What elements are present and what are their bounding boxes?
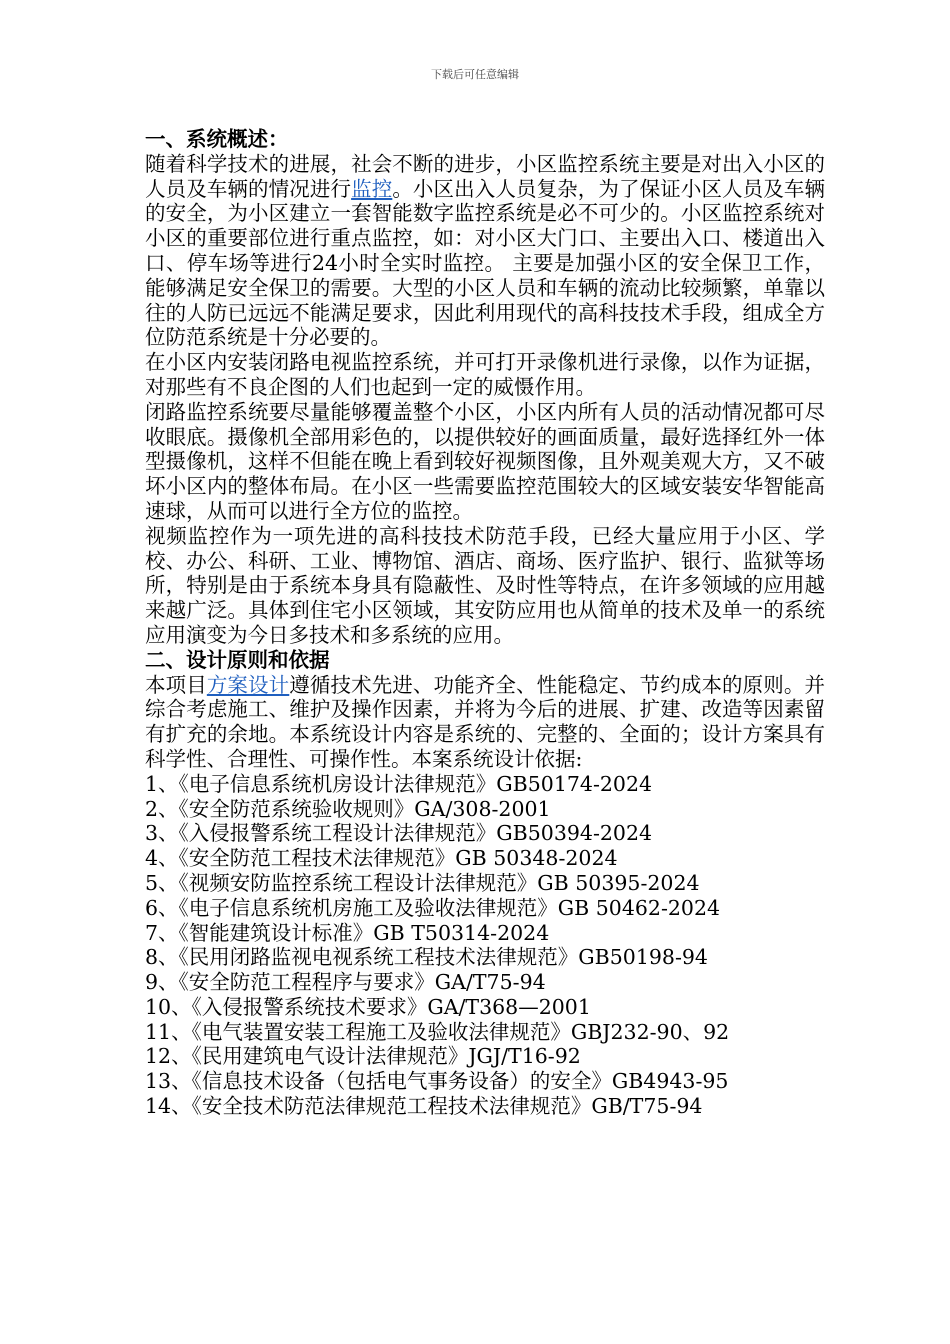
- list-item: 7、《智能建筑设计标准》GB T50314-2024: [145, 920, 550, 945]
- section1-paragraph-3: 闭路监控系统要尽量能够覆盖整个小区，小区内所有人员的活动情况都可尽收眼底。摄像机全部用彩色的，以提供较好的画面质量，最好选择红外一体型摄像机，这样不但能在晚上看到较好视频图像，且外观美观大方，又不破坏小区内的整体布局。在小区一些需要监控范围较大的区域安装安华智能高速球，从而可以进行全方位的监控。: [145, 399, 825, 523]
- list-item: 3、《入侵报警系统工程设计法律规范》GB50394-2024: [145, 821, 653, 846]
- list-item: 8、《民用闭路监视电视系统工程技术法律规范》GB50198-94: [145, 945, 708, 970]
- section1-paragraph-1: [145, 152, 825, 350]
- list-item: 2、《安全防范系统验收规则》GA/308-2001: [145, 796, 551, 821]
- document-body: [145, 127, 825, 1119]
- section1-p1-text-after: 。小区出入人员复杂，为了保证小区人员及车辆的安全，为小区建立一套智能数字监控系统是必不可少的。小区监控系统对小区的重要部位进行重点监控，如：对小区大门口、主要出入口、楼道出入口、停车场等进行24小时全实时监控。 主要是加强小区的安全保卫工作，能够满足安全保卫的需要。大型的小区人员和车辆的流动比较频繁，单靠以往的人防已远远不能满足要求，因此利用现代的高科技技术手段，组成全方位防范系统是十分必要的。: [145, 176, 825, 350]
- page-header-note: 下载后可任意编辑: [431, 68, 519, 81]
- list-item: 12、《民用建筑电气设计法律规范》JGJ/T16-92: [145, 1044, 581, 1069]
- section2-p1-text-before: 本项目: [145, 672, 207, 697]
- scheme-design-link[interactable]: 方案设计: [206, 672, 290, 697]
- list-item: 13、《信息技术设备（包括电气事务设备）的安全》GB4943-95: [145, 1069, 729, 1094]
- section1-p1-text-before: 随着科学技术的进展，社会不断的进步，小区监控系统主要是对出入小区的人员及车辆的情况进行: [145, 151, 825, 201]
- monitoring-link[interactable]: 监控: [351, 176, 393, 201]
- section1-heading: 一、系统概述：: [145, 127, 289, 151]
- list-item: 4、《安全防范工程技术法律规范》GB 50348-2024: [145, 846, 618, 871]
- section2-p1-text-after: 遵循技术先进、功能齐全、性能稳定、节约成本的原则。并综合考虑施工、维护及操作因素，并将为今后的进展、扩建、改造等因素留有扩充的余地。本系统设计内容是系统的、完整的、全面的；设计方案具有科学性、合理性、可操作性。本案系统设计依据:: [145, 672, 825, 771]
- list-item: 6、《电子信息系统机房施工及验收法律规范》GB 50462-2024: [145, 895, 721, 920]
- list-item: 10、《入侵报警系统技术要求》GA/T368—2001: [145, 994, 591, 1019]
- list-item: 14、《安全技术防范法律规范工程技术法律规范》GB/T75-94: [145, 1094, 703, 1119]
- list-item: 11、《电气装置安装工程施工及验收法律规范》GBJ232-90、92: [145, 1019, 730, 1044]
- section1-paragraph-2: 在小区内安装闭路电视监控系统，并可打开录像机进行录像，以作为证据，对那些有不良企图的人们也起到一定的威慑作用。: [145, 350, 825, 399]
- section1-paragraph-4: 视频监控作为一项先进的高科技技术防范手段，已经大量应用于小区、学校、办公、科研、工业、博物馆、酒店、商场、医疗监护、银行、监狱等场所，特别是由于系统本身具有隐蔽性、及时性等特点，在许多领域的应用越来越广泛。具体到住宅小区领域，其安防应用也从简单的技术及单一的系统应用演变为今日多技术和多系统的应用。: [145, 523, 825, 647]
- reference-standards-list: [145, 772, 825, 1119]
- section2-heading: 二、设计原则和依据: [145, 647, 330, 672]
- list-item: 5、《视频安防监控系统工程设计法律规范》GB 50395-2024: [145, 870, 700, 895]
- list-item: 9、《安全防范工程程序与要求》GA/T75-94: [145, 970, 546, 995]
- section2-paragraph-1: [145, 673, 825, 772]
- list-item: 1、《电子信息系统机房设计法律规范》GB50174-2024: [145, 771, 653, 796]
